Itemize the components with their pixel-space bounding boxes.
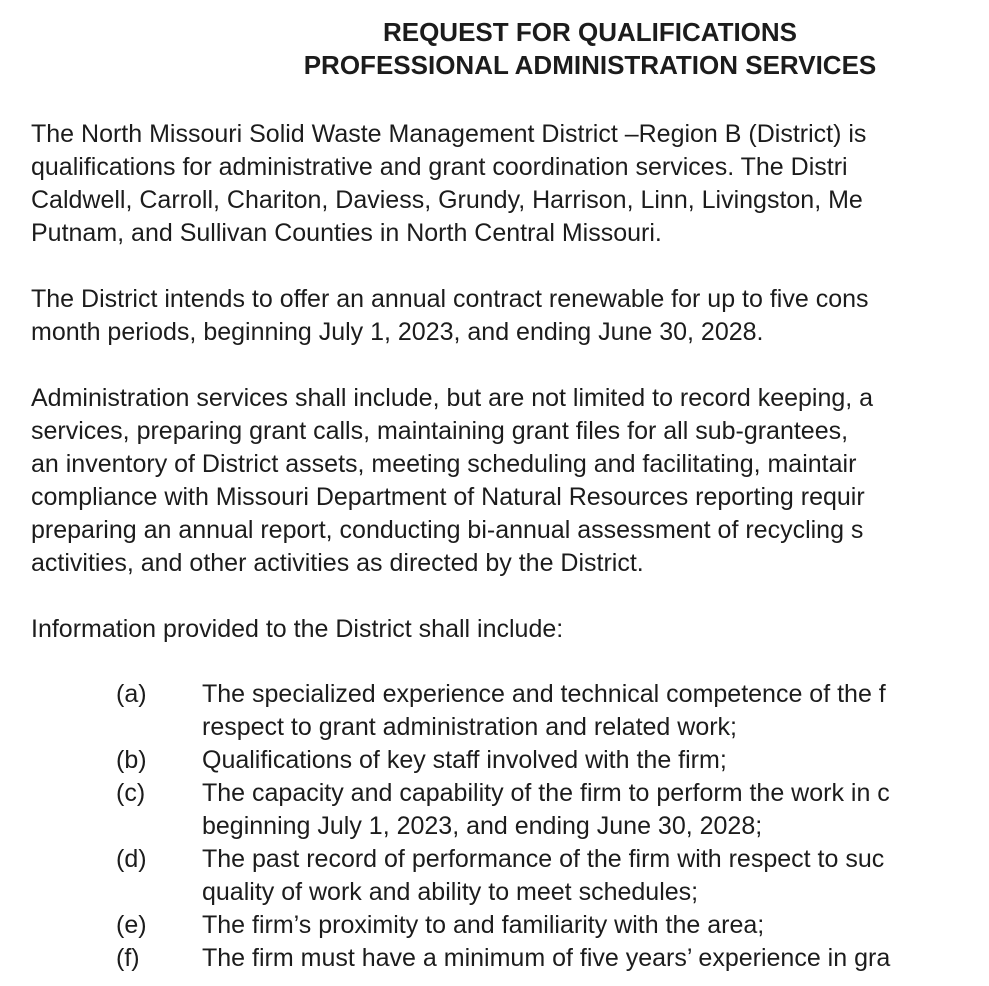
list-item-line: beginning July 1, 2023, and ending June 30, 2028;	[202, 812, 763, 840]
document-title	[0, 16, 989, 82]
title-line-2: PROFESSIONAL ADMINISTRATION SERVICES	[303, 50, 877, 80]
list-item-line: The past record of performance of the firm with respect to suc	[202, 845, 885, 873]
list-item-text	[202, 777, 890, 843]
list-item-line: The capacity and capability of the firm to perform the work in c	[202, 779, 890, 807]
paragraph-line: Administration services shall include, but are not limited to record keeping, a	[31, 384, 874, 412]
list-item-line: The firm must have a minimum of five years’ experience in gra	[202, 944, 891, 972]
list-item-label: (b)	[116, 746, 147, 774]
paragraph-line: qualifications for administrative and grant coordination services. The Distri	[31, 153, 848, 181]
list-item-label: (e)	[116, 911, 147, 939]
title-line-1: REQUEST FOR QUALIFICATIONS	[382, 17, 798, 47]
paragraph-line: Caldwell, Carroll, Chariton, Daviess, Grundy, Harrison, Linn, Livingston, Me	[31, 186, 863, 214]
paragraph-line: activities, and other activities as directed by the District.	[31, 549, 644, 577]
list-item-line: The specialized experience and technical competence of the f	[202, 680, 886, 708]
list-item-label: (a)	[116, 680, 147, 708]
paragraph-line: The North Missouri Solid Waste Management District –Region B (District) is	[31, 120, 867, 148]
paragraph-information	[31, 613, 563, 646]
list-item-line: Qualifications of key staff involved with the firm;	[202, 746, 727, 774]
list-item-line: The firm’s proximity to and familiarity with the area;	[202, 911, 765, 939]
list-item-label: (f)	[116, 944, 140, 972]
list-item-text	[202, 678, 886, 744]
list-item-text	[202, 942, 890, 975]
paragraph-line: Information provided to the District shall include:	[31, 615, 564, 643]
paragraph-line: preparing an annual report, conducting bi-annual assessment of recycling s	[31, 516, 864, 544]
paragraph-contract-term	[31, 283, 869, 349]
list-item-label: (c)	[116, 779, 146, 807]
paragraph-intro	[31, 118, 866, 250]
paragraph-line: services, preparing grant calls, maintaining grant files for all sub-grantees,	[31, 417, 849, 445]
list-item-text	[202, 744, 727, 777]
paragraph-line: Putnam, and Sullivan Counties in North Central Missouri.	[31, 219, 662, 247]
list-item-text	[202, 843, 884, 909]
paragraph-line: an inventory of District assets, meeting scheduling and facilitating, maintair	[31, 450, 857, 478]
paragraph-line: compliance with Missouri Department of Natural Resources reporting requir	[31, 483, 865, 511]
paragraph-services	[31, 382, 873, 580]
paragraph-line: The District intends to offer an annual contract renewable for up to five cons	[31, 285, 869, 313]
list-item-line: quality of work and ability to meet schedules;	[202, 878, 699, 906]
list-item-label: (d)	[116, 845, 147, 873]
paragraph-line: month periods, beginning July 1, 2023, and ending June 30, 2028.	[31, 318, 764, 346]
list-item-text	[202, 909, 764, 942]
list-item-line: respect to grant administration and related work;	[202, 713, 737, 741]
